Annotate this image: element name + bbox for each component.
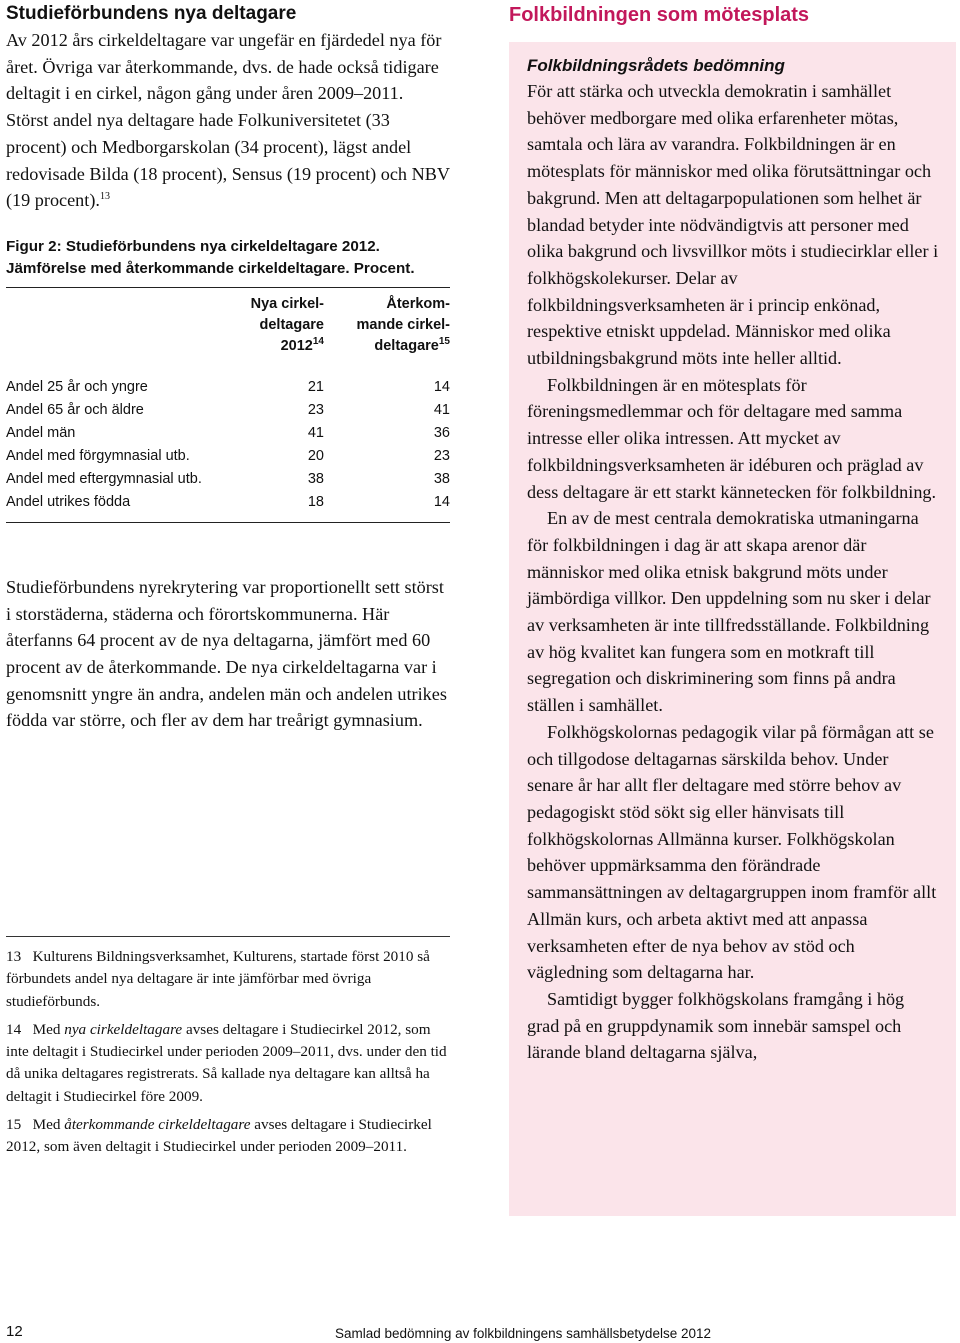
value-returning: 14: [433, 493, 450, 510]
assessment-paragraph: En av de mest centrala demokratiska utmaningarna för folkbildningen i dag är att skapa arenor där människor med olika etnisk bakgrund möts under jämbördiga villkor. Den uppdelning som nu sker i delar av verksamheten är inte tillfredsställande. Folkbildning av hög kvalitet kan fungera som en motkraft till segregation och diskriminering som finns på andra ställen i samhället.: [527, 508, 931, 716]
assessment-paragraph: För att stärka och utveckla demokratin i samhället behöver medborgare med olika erfarenheter mötas, samtala och lära av varandra. Folkbildningen är en mötesplats för människor med olika förutsättningar och bakgrund. Men att deltagarpopulationen som helhet är blandad betyder inte nödvändigtvis att personer med olika bakgrund och livsvillkor möts i studiecirklar eller i folkhögskolekurser. Delar av folkbildningsverksamheten är i princip enkönad, respektive etniskt uppdelad. Människor med olika utbildningsbakgrund möts inte heller alltid.: [527, 81, 939, 369]
footnotes: [6, 946, 450, 1165]
value-new: 21: [307, 378, 324, 395]
footnote-13: [6, 946, 450, 1013]
intro-paragraph: [6, 27, 450, 214]
value-new: 20: [307, 447, 324, 464]
table-row: [6, 422, 450, 445]
header-new-year: 2012: [280, 337, 313, 354]
header-returning-word: deltagare: [374, 337, 439, 354]
header-new-line-1: Nya cirkel-: [250, 295, 324, 312]
header-returning-line-3: [324, 336, 450, 357]
table-row: [6, 376, 450, 399]
header-new-participants: [246, 294, 324, 376]
value-new: 41: [307, 424, 324, 441]
footnote-14: [6, 1019, 450, 1108]
footnote-lead: Med: [32, 1116, 61, 1134]
footnote-ref-13[interactable]: 13: [99, 191, 110, 203]
value-returning: 23: [433, 447, 450, 464]
header-returning-participants: [324, 294, 450, 376]
value-returning: 14: [433, 378, 450, 395]
figure-table: [6, 294, 450, 514]
assessment-box-content: [527, 54, 939, 1066]
header-blank: [6, 294, 246, 376]
table-row: [6, 399, 450, 422]
row-label: Andel män: [6, 424, 76, 441]
footnote-text: avses deltagare i Studiecirkel 2012, som även deltagit i Studiecirkel under perioden 2009–2011.: [6, 1116, 432, 1156]
row-label: Andel med förgymnasial utb.: [6, 447, 190, 464]
footnote-rule: [6, 936, 450, 937]
value-new: 23: [307, 401, 324, 418]
section-heading: Studieförbundens nya deltagare: [6, 3, 297, 24]
figure-header-row: [6, 294, 450, 376]
row-label: Andel 65 år och äldre: [6, 401, 144, 418]
figure-top-rule: [6, 287, 450, 288]
footnote-lead: Med: [32, 1020, 61, 1038]
table-row: [6, 491, 450, 514]
header-returning-line-1: Återkom-: [386, 295, 450, 312]
footnote-ref-14[interactable]: 14: [312, 336, 324, 348]
footnote-ref-15[interactable]: 15: [438, 336, 450, 348]
figure-caption-line-1: Figur 2: Studieförbundens nya cirkeldeltagare 2012.: [6, 237, 380, 255]
value-returning: 41: [433, 401, 450, 418]
footnote-number: 15: [6, 1116, 22, 1134]
footnote-15: [6, 1114, 450, 1159]
page-number: 12: [6, 1323, 23, 1340]
right-column: [509, 0, 956, 28]
sidebar-title: Folkbildningen som mötesplats: [509, 4, 810, 26]
figure-caption-line-2: Jämförelse med återkommande cirkeldeltagare. Procent.: [6, 259, 415, 277]
footnote-term: nya cirkeldeltagare: [64, 1020, 183, 1038]
recruitment-paragraph: Studieförbundens nyrekrytering var proportionellt sett störst i storstäderna, städerna och förortskommunerna. Här återfanns 64 procent av de nya deltagarna, jämfört med 60 procent av de återkommande. De nya cirkeldeltagarna var i genomsnitt yngre än andra, andelen män och andelen utrikes födda var större, och fler av dem har treårigt gymnasium.: [6, 576, 447, 731]
row-label: Andel utrikes födda: [6, 493, 131, 510]
intro-paragraph-text: Av 2012 års cirkeldeltagare var ungefär en fjärdedel nya för året. Övriga var återkommande, dvs. de hade också tidigare deltagit i en cirkel, någon gång under åren 2009–2011. Störst andel nya deltagare hade Folkuniversitetet (33 procent) och Medborgarskolan (34 procent), lägst andel redovisade Bilda (18 procent), Sensus (19 procent) och NBV (19 procent).: [6, 30, 450, 211]
footnote-number: 13: [6, 948, 22, 965]
footnote-number: 14: [6, 1020, 22, 1038]
value-new: 18: [307, 493, 324, 510]
figure-bottom-rule: [6, 522, 450, 523]
assessment-paragraph: Folkbildningen är en mötesplats för föreningsmedlemmar och för deltagare med samma intresse eller olika intressen. Att mycket av folkbildningsverksamheten är idéburen och präglad av dess deltagare är ett starkt kännetecken för folkbildning.: [527, 374, 937, 502]
table-row: [6, 445, 450, 468]
value-returning: 36: [433, 424, 450, 441]
assessment-paragraph: Folkhögskolornas pedagogik vilar på förmågan att se och tillgodose deltagarnas särskilda behov. Under senare år har allt fler deltagare med större behov av pedagogiskt stöd sökt sig eller hänvisats till folkhögskolornas Allmänna kurser. Folkhögskolan behöver uppmärksamma den förändrade sammansättningen av deltagargruppen inom framför allt Allmän kurs, och arbeta aktivt med att anpassa verksamheten efter de nya behov av stöd och vägledning som deltagarna har.: [527, 721, 937, 983]
header-returning-line-2: mande cirkel-: [356, 316, 450, 333]
assessment-paragraph: Samtidigt bygger folkhögskolans framgång i hög grad på en gruppdynamik som innebär samspel och lärande bland deltagarna själva,: [527, 988, 905, 1063]
figure-caption: [6, 236, 450, 280]
value-new: 38: [307, 470, 324, 487]
footnote-term: återkommande cirkeldeltagare: [64, 1116, 251, 1134]
header-new-line-2: deltagare: [259, 316, 324, 333]
footnote-text: Kulturens Bildningsverksamhet, Kulturens, startade först 2010 så förbundets andel nya deltagare är inte jämförbar med övriga studieförbunds.: [6, 948, 430, 1010]
left-column: [6, 0, 450, 734]
document-title: Samlad bedömning av folkbildningens samhällsbetydelse 2012: [335, 1326, 711, 1341]
row-label: Andel 25 år och yngre: [6, 378, 148, 395]
header-new-line-3: [246, 336, 324, 357]
footnote-text: avses deltagare i Studiecirkel 2012, som inte deltagit i Studiecirkel under perioden 2009–2011, dvs. under den tid då unika deltagares registrerats. Så kallade nya deltagare kan alltså ha deltagit i Studiecirkel före 2009.: [6, 1020, 447, 1105]
row-label: Andel med eftergymnasial utb.: [6, 470, 202, 487]
value-returning: 38: [433, 470, 450, 487]
assessment-box: [509, 42, 956, 1216]
table-row: [6, 468, 450, 491]
assessment-heading: Folkbildningsrådets bedömning: [527, 56, 785, 75]
